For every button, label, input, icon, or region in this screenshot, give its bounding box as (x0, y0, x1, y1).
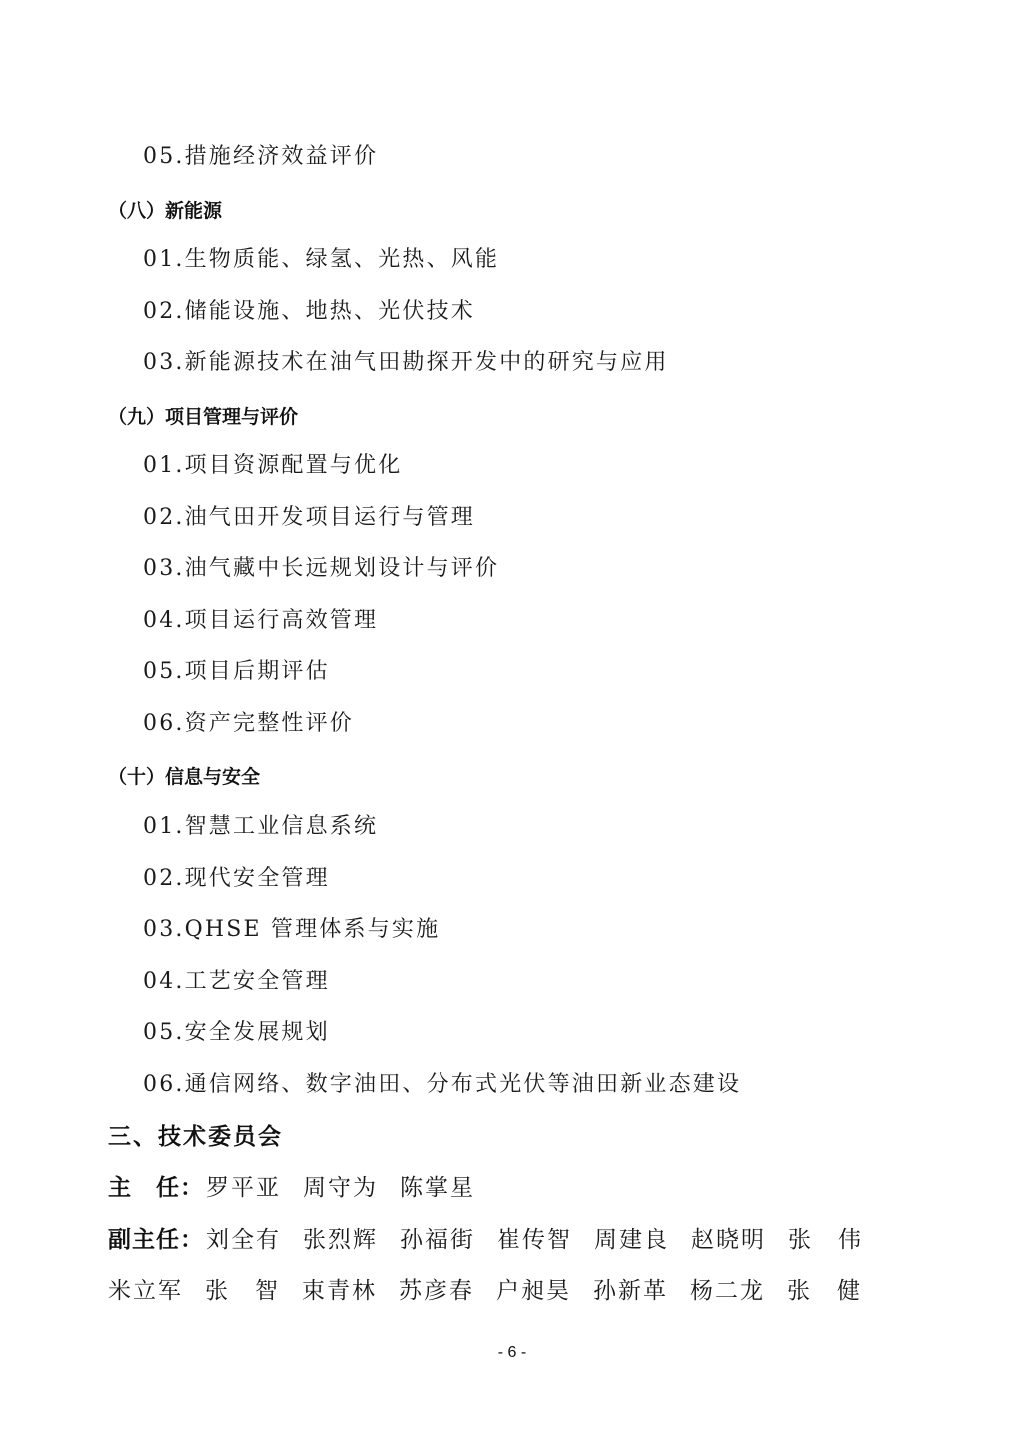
director-row (108, 1172, 497, 1204)
deputy-name: 刘全有 (206, 1227, 281, 1253)
list-item: 01.生物质能、绿氢、光热、风能 (143, 247, 500, 272)
list-item: 03.油气藏中长远规划设计与评价 (143, 556, 500, 581)
list-item: 02.油气田开发项目运行与管理 (143, 505, 475, 530)
deputy-name: 周建良 (594, 1227, 669, 1253)
deputy-name: 苏彦春 (399, 1278, 474, 1304)
deputy-name: 赵晓明 (691, 1227, 766, 1253)
deputy-name: 杨二龙 (690, 1278, 765, 1304)
director-label: 主 任： (108, 1175, 204, 1201)
deputy-name: 张 智 (205, 1278, 280, 1304)
deputy-name: 孙福街 (400, 1227, 475, 1253)
page-number: - 6 - (497, 1344, 527, 1361)
director-name: 周守为 (303, 1175, 378, 1201)
list-item: 02.储能设施、地热、光伏技术 (143, 299, 475, 324)
list-item: 01.智慧工业信息系统 (143, 814, 379, 839)
list-item: 06.通信网络、数字油田、分布式光伏等油田新业态建设 (143, 1072, 742, 1097)
deputy-name: 崔传智 (497, 1227, 572, 1253)
list-item: 01.项目资源配置与优化 (143, 453, 403, 478)
list-item: 04.工艺安全管理 (143, 969, 330, 994)
list-item: 04.项目运行高效管理 (143, 608, 379, 633)
committee-title: 三、技术委员会 (108, 1124, 283, 1150)
deputy-label: 副主任： (108, 1227, 204, 1253)
list-item: 02.现代安全管理 (143, 866, 330, 891)
deputy-name: 米立军 (108, 1278, 183, 1304)
list-item: 05.安全发展规划 (143, 1020, 330, 1045)
deputy-name: 户昶昊 (496, 1278, 571, 1304)
list-item: 03.QHSE 管理体系与实施 (143, 917, 441, 942)
section-heading-info-security: （十）信息与安全 (108, 766, 261, 788)
list-item: 03.新能源技术在油气田勘探开发中的研究与应用 (143, 350, 669, 375)
director-name: 罗平亚 (206, 1175, 281, 1201)
list-item: 05.项目后期评估 (143, 659, 330, 684)
director-name: 陈掌星 (400, 1175, 475, 1201)
section-heading-new-energy: （八）新能源 (108, 200, 223, 222)
deputy-name: 张烈辉 (303, 1227, 378, 1253)
deputy-name: 孙新革 (593, 1278, 668, 1304)
deputy-row-2 (108, 1275, 862, 1307)
list-item: 05.措施经济效益评价 (143, 144, 379, 169)
deputy-row-1 (108, 1224, 863, 1256)
deputy-name: 束青林 (302, 1278, 377, 1304)
list-item: 06.资产完整性评价 (143, 711, 354, 736)
deputy-name: 张 健 (787, 1278, 862, 1304)
deputy-name: 张 伟 (788, 1227, 863, 1253)
section-heading-project-management: （九）项目管理与评价 (108, 406, 299, 428)
